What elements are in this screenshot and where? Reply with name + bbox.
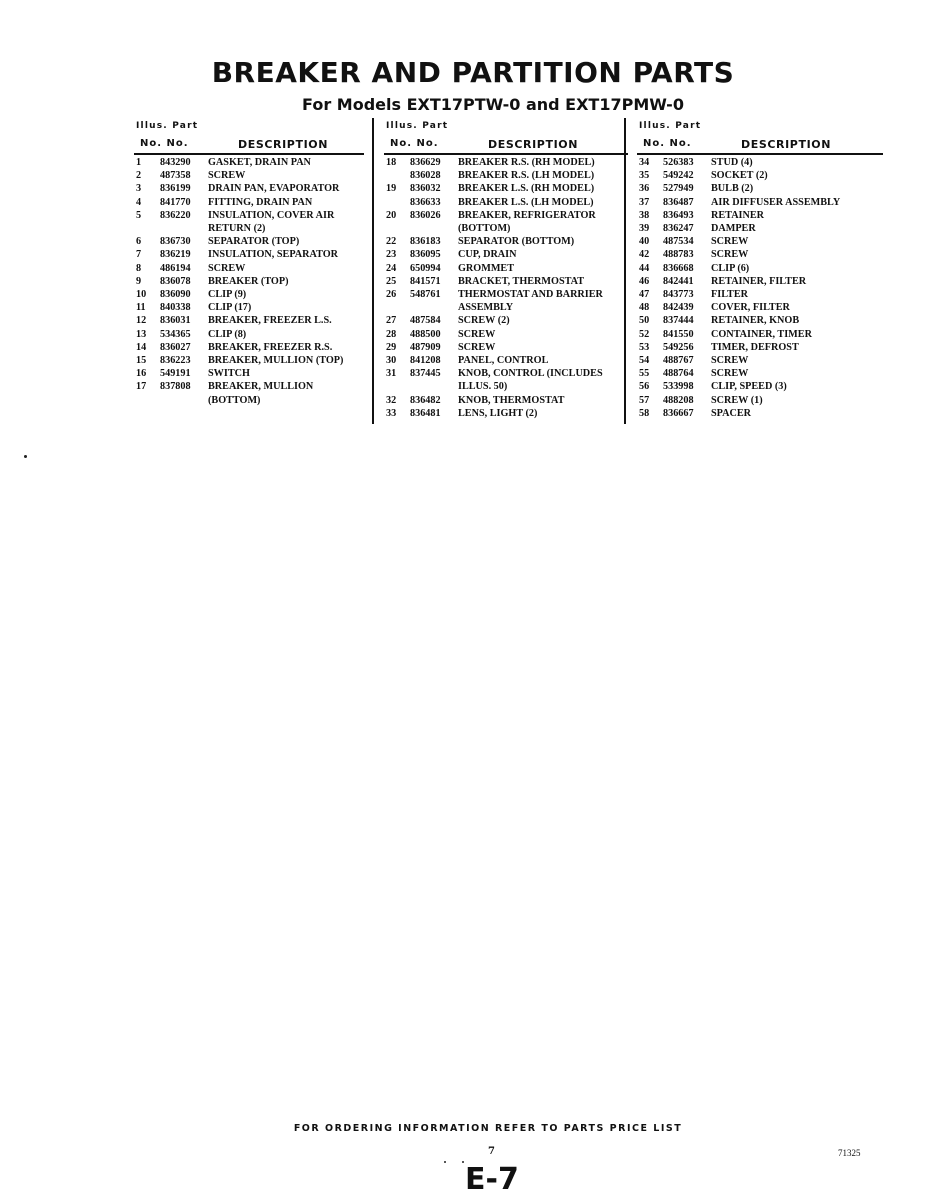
parts-row [637,156,875,169]
parts-row [384,407,620,420]
part-number: 842441 [663,275,694,287]
part-number: 836668 [663,262,694,274]
part-number: 841208 [410,355,441,367]
part-number: 841550 [663,328,694,340]
ordering-info-footer: FOR ORDERING INFORMATION REFER TO PARTS PRICE LIST [293,1123,683,1134]
part-number: 840338 [160,302,191,314]
parts-row [637,169,875,182]
illus-number: 38 [639,209,650,221]
part-description: KNOB, THERMOSTAT [458,394,565,406]
part-description: SCREW [458,341,496,353]
parts-column-2 [384,118,620,420]
part-description: CLIP (6) [711,262,750,274]
parts-row [134,182,356,195]
part-number: 836026 [410,209,441,221]
parts-row [384,341,620,354]
illus-number: 4 [136,196,142,208]
illus-number: 57 [639,394,650,406]
parts-row [637,235,875,248]
part-number: 836095 [410,249,441,261]
parts-row [637,275,875,288]
stray-mark [444,1161,446,1163]
parts-row [384,169,620,182]
illus-number: 48 [639,302,650,314]
parts-row [134,169,356,182]
parts-row [134,380,356,406]
part-number: 488767 [663,355,694,367]
parts-row [134,156,356,169]
illus-number: 55 [639,368,650,380]
part-description: INSULATION, SEPARATOR [208,249,339,261]
part-number: 836667 [663,407,694,419]
parts-row [134,275,356,288]
parts-row [637,407,875,420]
illus-number: 32 [386,394,397,406]
part-number: 533998 [663,381,694,393]
part-description: GROMMET [458,262,515,274]
illus-number: 14 [136,341,147,353]
parts-row [134,314,356,327]
part-description: FILTER [711,289,748,301]
illus-number: 3 [136,183,142,195]
illus-number: 6 [136,236,142,248]
illus-number: 46 [639,275,650,287]
parts-row [384,262,620,275]
part-number: 487909 [410,341,441,353]
illus-number: 23 [386,249,397,261]
parts-row [384,314,620,327]
parts-row [637,394,875,407]
illus-number: 26 [386,289,397,301]
header-rule [384,153,628,155]
part-description: BULB (2) [711,183,754,195]
part-number: 487534 [663,236,694,248]
part-description: GASKET, DRAIN PAN [208,157,311,168]
part-number: 836730 [160,236,191,248]
part-number: 837808 [160,381,191,393]
parts-row [384,235,620,248]
column-divider [372,118,374,424]
part-number: 836220 [160,209,191,221]
page-section-number: E-7 [465,1162,519,1197]
illus-number: 42 [639,249,650,261]
parts-row [637,182,875,195]
illus-number: 15 [136,355,147,367]
part-description: BRACKET, THERMOSTAT [458,275,585,287]
parts-row [384,367,620,393]
illus-number: 18 [386,157,397,168]
part-number: 534365 [160,328,191,340]
parts-row [637,262,875,275]
parts-row [384,248,620,261]
part-number: 549256 [663,341,694,353]
parts-row [384,275,620,288]
parts-row [134,262,356,275]
illus-number: 30 [386,355,397,367]
part-description: INSULATION, COVER AIR RETURN (2) [208,209,335,235]
part-description: AIR DIFFUSER ASSEMBLY [711,196,841,208]
parts-row [384,394,620,407]
part-number: 836223 [160,355,191,367]
illus-number: 47 [639,289,650,301]
stray-mark [462,1161,464,1163]
part-description: PANEL, CONTROL [458,355,549,367]
stray-mark [24,455,27,458]
part-number: 836199 [160,183,191,195]
part-description: DRAIN PAN, EVAPORATOR [208,183,340,195]
part-number: 836482 [410,394,441,406]
illus-number: 50 [639,315,650,327]
parts-row [637,341,875,354]
parts-row [637,328,875,341]
part-description: BREAKER L.S. (LH MODEL) [458,196,594,208]
part-number: 548761 [410,289,441,301]
part-number: 836028 [410,170,441,182]
parts-row [637,288,875,301]
illus-number: 36 [639,183,650,195]
parts-row [384,156,620,169]
part-number: 836487 [663,196,694,208]
part-description: LENS, LIGHT (2) [458,407,538,419]
part-number: 836219 [160,249,191,261]
parts-row [134,248,356,261]
parts-list [384,156,620,420]
part-number: 549191 [160,368,191,380]
part-number: 836027 [160,341,191,353]
part-number: 487584 [410,315,441,327]
part-description: CLIP (17) [208,302,252,314]
illus-number: 20 [386,209,397,221]
parts-row [637,222,875,235]
part-number: 841770 [160,196,191,208]
part-description: SCREW [208,262,246,274]
parts-column-3 [637,118,875,420]
part-number: 836629 [410,157,441,168]
page-title: BREAKER AND PARTITION PARTS [211,56,735,89]
parts-row [134,367,356,380]
illus-number: 19 [386,183,397,195]
part-number: 837445 [410,368,441,380]
column-header [384,118,620,156]
parts-row [637,248,875,261]
part-number: 488783 [663,249,694,261]
parts-row [134,341,356,354]
parts-row [134,301,356,314]
parts-row [384,288,620,314]
illus-number: 29 [386,341,397,353]
parts-row [637,314,875,327]
illus-number: 5 [136,209,142,221]
header-rule [134,153,364,155]
illus-number: 40 [639,236,650,248]
part-description: RETAINER, FILTER [711,275,807,287]
part-description: BREAKER, MULLION (BOTTOM) [208,381,314,406]
part-description: FITTING, DRAIN PAN [208,196,313,208]
part-description: SEPARATOR (BOTTOM) [458,236,575,248]
document-code: 71325 [838,1148,861,1158]
parts-row [637,380,875,393]
illus-number: 34 [639,157,650,168]
part-number: 836481 [410,407,441,419]
illus-number: 12 [136,315,147,327]
part-number: 837444 [663,315,694,327]
parts-row [637,196,875,209]
illus-number: 31 [386,368,397,380]
part-description: RETAINER [711,209,765,221]
part-description: BREAKER R.S. (RH MODEL) [458,157,595,168]
illus-number: 22 [386,236,397,248]
part-description: SEPARATOR (TOP) [208,236,300,248]
header-no-no: No. No. [643,138,692,149]
part-description: SCREW [711,236,749,248]
illus-number: 25 [386,275,397,287]
illus-number: 33 [386,407,397,419]
illus-number: 7 [136,249,142,261]
part-description: SOCKET (2) [711,170,768,182]
part-description: THERMOSTAT AND BARRIER ASSEMBLY [458,289,603,314]
part-description: RETAINER, KNOB [711,315,800,327]
part-number: 843290 [160,157,191,168]
header-no-no: No. No. [390,138,439,149]
part-description: SCREW [711,355,749,367]
illus-number: 9 [136,275,142,287]
part-number: 488208 [663,394,694,406]
part-number: 488764 [663,368,694,380]
parts-row [384,196,620,209]
part-description: CUP, DRAIN [458,249,517,261]
parts-list [134,156,356,407]
illus-number: 27 [386,315,397,327]
column-header [637,118,875,156]
illus-number: 44 [639,262,650,274]
parts-row [637,301,875,314]
part-description: STUD (4) [711,157,753,168]
illus-number: 8 [136,262,142,274]
illus-number: 2 [136,170,142,182]
parts-row [637,354,875,367]
page-subtitle: For Models EXT17PTW-0 and EXT17PMW-0 [302,95,684,114]
header-illus-part: Illus. Part [136,121,199,131]
header-description: DESCRIPTION [238,138,329,151]
part-description: BREAKER, REFRIGERATOR (BOTTOM) [458,209,596,235]
parts-row [134,328,356,341]
part-description: CLIP (8) [208,328,247,340]
header-illus-part: Illus. Part [386,121,449,131]
illus-number: 16 [136,368,147,380]
part-number: 836247 [663,223,694,235]
part-description: CLIP, SPEED (3) [711,381,787,393]
part-description: CLIP (9) [208,289,247,301]
header-description: DESCRIPTION [741,138,832,151]
part-description: SCREW (1) [711,394,763,406]
parts-row [134,235,356,248]
part-number: 836493 [663,209,694,221]
illus-number: 56 [639,381,650,393]
page-number: 7 [488,1146,495,1157]
column-header [134,118,356,156]
part-number: 841571 [410,275,441,287]
illus-number: 10 [136,289,147,301]
parts-row [637,209,875,222]
part-number: 488500 [410,328,441,340]
part-description: SCREW (2) [458,315,510,327]
part-description: TIMER, DEFROST [711,341,799,353]
part-number: 836183 [410,236,441,248]
part-description: BREAKER, MULLION (TOP) [208,355,344,367]
part-number: 836090 [160,289,191,301]
illus-number: 53 [639,341,650,353]
part-number: 527949 [663,183,694,195]
parts-row [384,182,620,195]
part-description: KNOB, CONTROL (INCLUDES ILLUS. 50) [458,368,603,393]
parts-row [384,328,620,341]
part-number: 836078 [160,275,191,287]
part-number: 549242 [663,170,694,182]
header-no-no: No. No. [140,138,189,149]
illus-number: 39 [639,223,650,235]
part-description: SCREW [458,328,496,340]
header-rule [637,153,883,155]
parts-column-1 [134,118,356,407]
parts-row [134,288,356,301]
illus-number: 28 [386,328,397,340]
illus-number: 11 [136,302,146,314]
illus-number: 24 [386,262,397,274]
part-number: 526383 [663,157,694,168]
illus-number: 54 [639,355,650,367]
part-number: 487358 [160,170,191,182]
header-illus-part: Illus. Part [639,121,702,131]
illus-number: 35 [639,170,650,182]
part-description: SPACER [711,407,751,419]
part-number: 842439 [663,302,694,314]
part-description: SWITCH [208,368,250,380]
part-number: 836031 [160,315,191,327]
illus-number: 37 [639,196,650,208]
parts-row [384,354,620,367]
part-description: BREAKER (TOP) [208,275,289,287]
part-description: CONTAINER, TIMER [711,328,812,340]
header-description: DESCRIPTION [488,138,579,151]
part-description: SCREW [208,170,246,182]
illus-number: 17 [136,381,147,393]
part-number: 486194 [160,262,191,274]
part-description: SCREW [711,368,749,380]
part-description: BREAKER, FREEZER L.S. [208,315,332,327]
parts-row [384,209,620,235]
part-description: BREAKER R.S. (LH MODEL) [458,170,595,182]
parts-list [637,156,875,420]
illus-number: 13 [136,328,147,340]
parts-row [134,354,356,367]
parts-row [637,367,875,380]
part-description: SCREW [711,249,749,261]
illus-number: 52 [639,328,650,340]
part-description: COVER, FILTER [711,302,790,314]
parts-row [134,196,356,209]
part-description: BREAKER L.S. (RH MODEL) [458,183,595,195]
part-number: 650994 [410,262,441,274]
column-divider [624,118,626,424]
illus-number: 1 [136,157,142,168]
part-number: 836633 [410,196,441,208]
illus-number: 58 [639,407,650,419]
part-number: 836032 [410,183,441,195]
part-description: BREAKER, FREEZER R.S. [208,341,333,353]
parts-row [134,209,356,235]
part-description: DAMPER [711,223,756,235]
part-number: 843773 [663,289,694,301]
